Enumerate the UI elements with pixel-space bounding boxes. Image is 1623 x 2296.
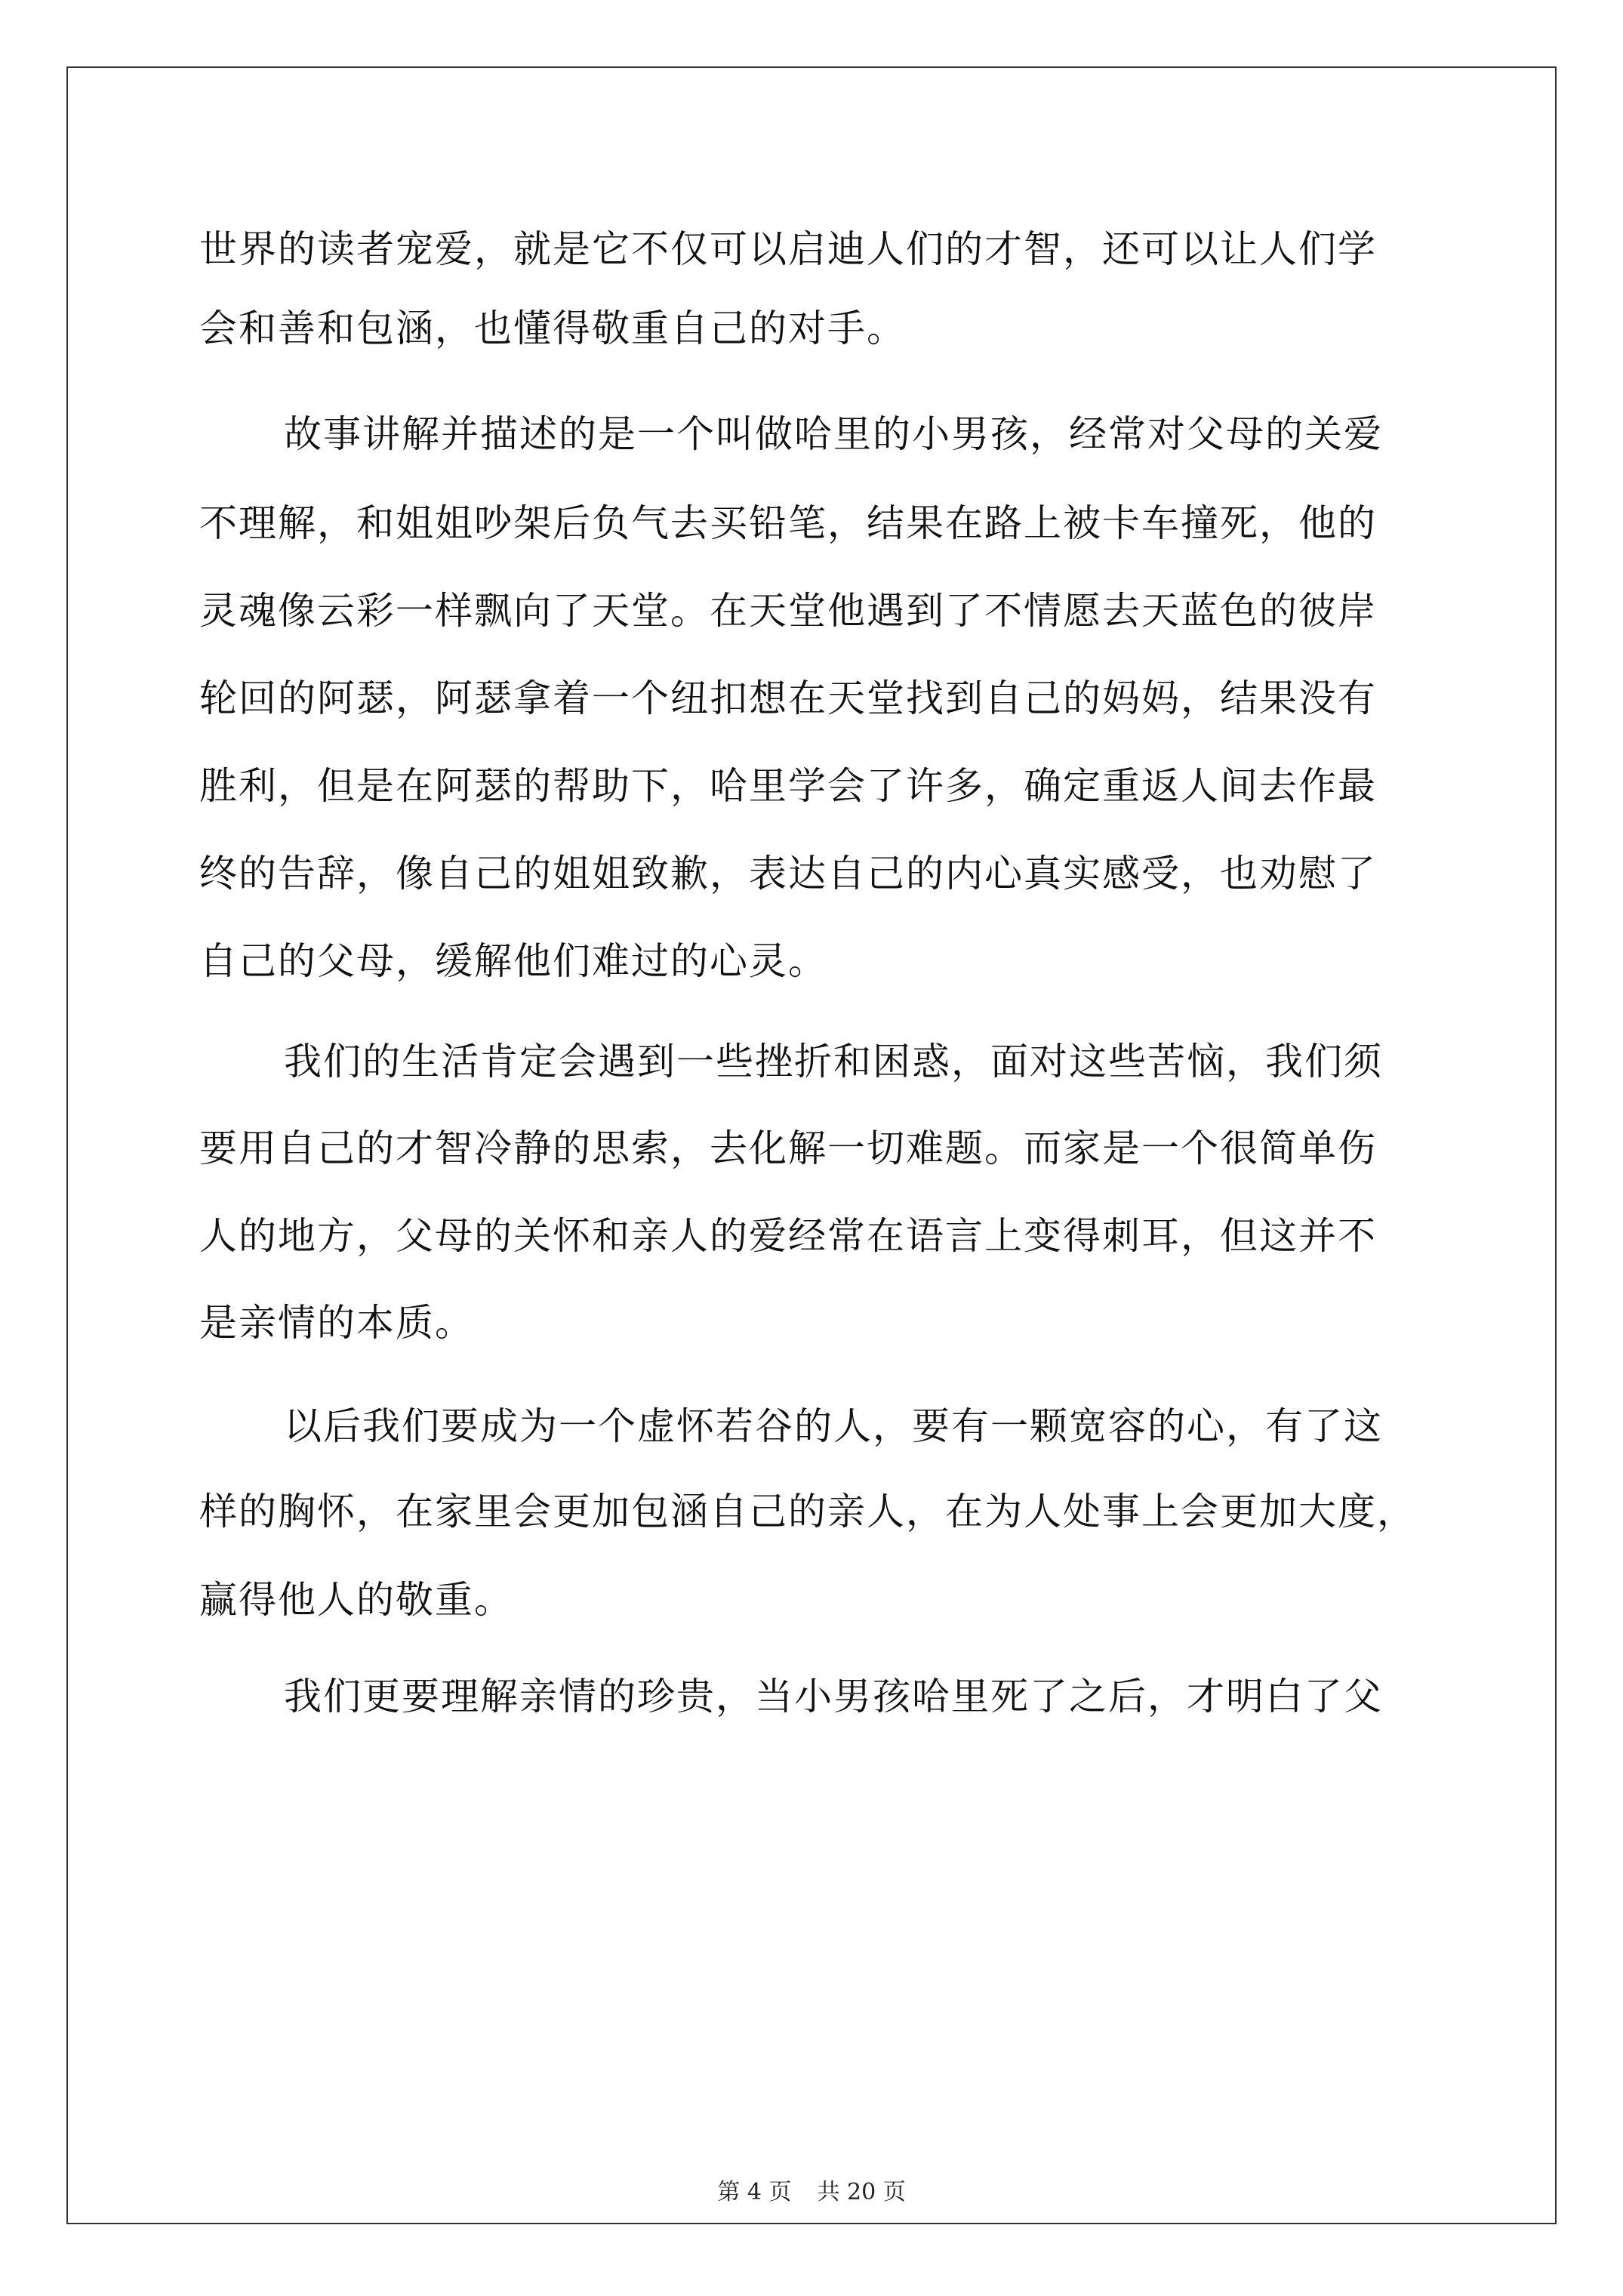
page-number: 第 4 页 xyxy=(717,2179,792,2205)
body-text-line: 终的告辞，像自己的姐姐致歉，表达自己的内心真实感受，也劝慰了 xyxy=(199,852,1377,895)
body-text-line: 世界的读者宠爱，就是它不仅可以启迪人们的才智，还可以让人们学 xyxy=(199,227,1377,271)
body-text-line: 不理解，和姐姐吵架后负气去买铅笔，结果在路上被卡车撞死，他的 xyxy=(199,501,1377,545)
body-text-line: 故事讲解并描述的是一个叫做哈里的小男孩，经常对父母的关爱 xyxy=(284,412,1383,456)
body-text-line: 以后我们要成为一个虚怀若谷的人，要有一颗宽容的心，有了这 xyxy=(284,1404,1383,1448)
body-text-line: 我们更要理解亲情的珍贵，当小男孩哈里死了之后，才明白了父 xyxy=(284,1675,1383,1718)
body-text-line: 会和善和包涵，也懂得敬重自己的对手。 xyxy=(199,307,906,350)
page-total: 共 20 页 xyxy=(817,2179,906,2205)
body-text-line: 灵魂像云彩一样飘向了天堂。在天堂他遇到了不情愿去天蓝色的彼岸 xyxy=(199,589,1377,633)
body-text-line: 自己的父母，缓解他们难过的心灵。 xyxy=(199,939,827,983)
body-text-line: 要用自己的才智冷静的思索，去化解一切难题。而家是一个很简单伤 xyxy=(199,1126,1377,1170)
body-text-line: 赢得他人的敬重。 xyxy=(199,1578,513,1622)
body-text-line: 胜利，但是在阿瑟的帮助下，哈里学会了许多，确定重返人间去作最 xyxy=(199,764,1377,808)
body-text-line: 我们的生活肯定会遇到一些挫折和困惑，面对这些苦恼，我们须 xyxy=(284,1040,1383,1083)
page-footer xyxy=(0,2178,1623,2207)
body-text-line: 样的胸怀，在家里会更加包涵自己的亲人，在为人处事上会更加大度， xyxy=(199,1490,1416,1533)
body-text-line: 轮回的阿瑟，阿瑟拿着一个纽扣想在天堂找到自己的妈妈，结果没有 xyxy=(199,676,1377,720)
body-text-line: 人的地方，父母的关怀和亲人的爱经常在语言上变得刺耳，但这并不 xyxy=(199,1214,1377,1258)
body-text-line: 是亲情的本质。 xyxy=(199,1301,474,1345)
